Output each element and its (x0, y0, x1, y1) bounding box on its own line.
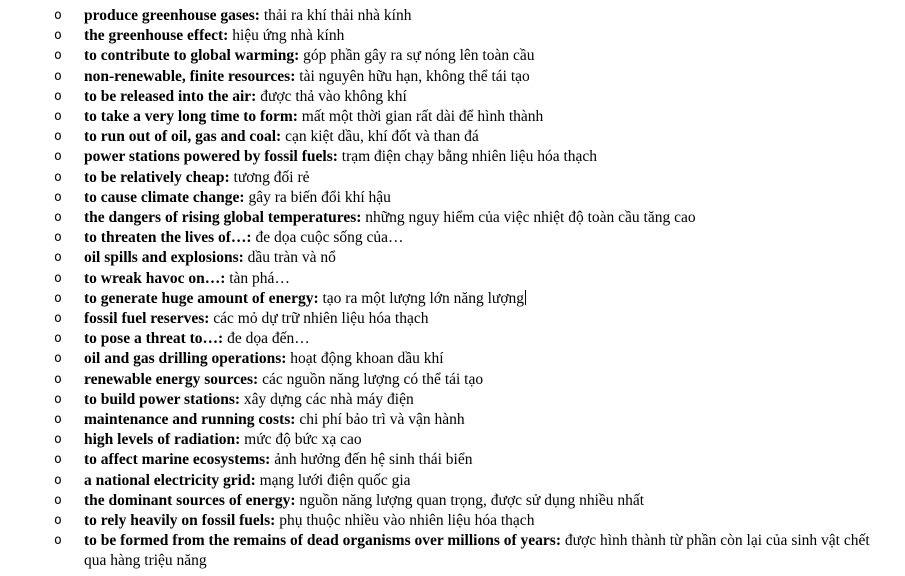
vocab-meaning: dầu tràn và nổ (247, 249, 336, 267)
list-item (0, 168, 905, 188)
vocab-term: renewable energy sources: (84, 370, 259, 388)
vocab-term: to threaten the lives of…: (84, 229, 252, 247)
bullet-icon: o (54, 210, 62, 226)
list-item (0, 289, 905, 309)
vocab-meaning: thải ra khí thải nhà kính (263, 7, 412, 24)
vocab-term: high levels of radiation: (84, 431, 241, 449)
list-item (0, 430, 905, 450)
vocab-term: to affect marine ecosystems: (84, 451, 271, 469)
vocab-term: to be released into the air: (84, 87, 257, 105)
vocab-meaning: mức độ bức xạ cao (244, 431, 362, 449)
list-item (0, 87, 905, 107)
list-item (0, 410, 905, 430)
vocab-meaning: các mỏ dự trữ nhiên liệu hóa thạch (213, 310, 429, 328)
vocab-meaning: góp phần gây ra sự nóng lên toàn cầu (303, 47, 535, 65)
vocab-meaning: các nguồn năng lượng có thể tái tạo (262, 370, 484, 388)
bullet-icon: o (54, 109, 62, 125)
bullet-icon: o (54, 492, 62, 508)
bullet-icon: o (54, 68, 62, 84)
vocab-meaning: đe dọa cuộc sống của… (255, 229, 404, 247)
bullet-icon: o (54, 533, 62, 549)
vocab-meaning: những nguy hiểm của việc nhiệt độ toàn cầu tăng cao (365, 209, 696, 227)
vocab-term: the dangers of rising global temperatures: (84, 209, 362, 227)
vocab-term: fossil fuel reserves: (84, 310, 210, 328)
vocab-term: the dominant sources of energy: (84, 491, 296, 509)
list-item (0, 370, 905, 390)
vocab-meaning: phụ thuộc nhiều vào nhiên liệu hóa thạch (279, 512, 535, 530)
vocab-term: to contribute to global warming: (84, 47, 300, 65)
bullet-icon: o (54, 290, 62, 306)
vocab-term: produce greenhouse gases: (84, 7, 260, 24)
list-item (0, 248, 905, 268)
vocab-term: to be relatively cheap: (84, 168, 230, 186)
vocab-meaning: tương đối rẻ (233, 168, 310, 186)
bullet-icon: o (54, 88, 62, 104)
vocab-meaning: tàn phá… (229, 269, 290, 287)
list-item (0, 471, 905, 491)
list-item (0, 269, 905, 289)
vocab-meaning: đe dọa đến… (227, 330, 310, 348)
vocabulary-list (0, 6, 905, 572)
bullet-icon: o (54, 8, 62, 23)
vocab-meaning: tạo ra một lượng lớn năng lượng (322, 289, 525, 307)
vocab-meaning: hiệu ứng nhà kính (232, 27, 345, 45)
vocab-term: oil spills and explosions: (84, 249, 244, 267)
list-item (0, 26, 905, 46)
document-page (0, 6, 905, 572)
vocab-term: to run out of oil, gas and coal: (84, 128, 282, 146)
vocab-term: power stations powered by fossil fuels: (84, 148, 338, 166)
list-item (0, 228, 905, 248)
vocab-meaning: được hình thành từ phần còn lại của sinh vật chết qua hàng triệu năng (84, 532, 870, 570)
bullet-icon: o (54, 412, 62, 428)
vocab-term: to wreak havoc on…: (84, 269, 226, 287)
vocab-term: oil and gas drilling operations: (84, 350, 287, 368)
vocab-meaning: hoạt động khoan dầu khí (290, 350, 444, 368)
list-item (0, 531, 905, 571)
bullet-icon: o (54, 452, 62, 468)
bullet-icon: o (54, 129, 62, 145)
vocab-meaning: xây dựng các nhà máy điện (243, 390, 414, 408)
vocab-meaning: gây ra biến đổi khí hậu (248, 188, 391, 206)
vocab-term: maintenance and running costs: (84, 411, 296, 429)
vocab-term: to cause climate change: (84, 188, 245, 206)
list-item (0, 491, 905, 511)
bullet-icon: o (54, 331, 62, 347)
vocab-meaning: được thả vào không khí (260, 87, 407, 105)
bullet-icon: o (54, 513, 62, 529)
bullet-icon: o (54, 250, 62, 266)
list-item (0, 329, 905, 349)
bullet-icon: o (54, 48, 62, 64)
list-item (0, 208, 905, 228)
vocab-term: a national electricity grid: (84, 471, 256, 489)
list-item (0, 107, 905, 127)
vocab-term: to build power stations: (84, 390, 241, 408)
list-item (0, 46, 905, 66)
list-item (0, 309, 905, 329)
bullet-icon: o (54, 371, 62, 387)
list-item (0, 390, 905, 410)
bullet-icon: o (54, 391, 62, 407)
vocab-term: non-renewable, finite resources: (84, 67, 296, 85)
vocab-term: to take a very long time to form: (84, 108, 298, 126)
list-item (0, 6, 905, 26)
bullet-icon: o (54, 270, 62, 286)
vocab-meaning: tài nguyên hữu hạn, không thể tái tạo (299, 67, 530, 85)
vocab-meaning: mất một thời gian rất dài để hình thành (301, 108, 544, 126)
list-item (0, 349, 905, 369)
vocab-term: the greenhouse effect: (84, 27, 229, 45)
vocab-meaning: trạm điện chạy bằng nhiên liệu hóa thạch (341, 148, 598, 166)
vocab-term: to generate huge amount of energy: (84, 289, 319, 307)
vocab-meaning: nguồn năng lượng quan trọng, được sử dụng nhiều nhất (299, 491, 645, 509)
vocab-term: to pose a threat to…: (84, 330, 224, 348)
vocab-term: to be formed from the remains of dead organisms over millions of years: (84, 532, 561, 550)
text-cursor (525, 290, 526, 305)
vocab-meaning: mạng lưới điện quốc gia (259, 471, 411, 489)
vocab-meaning: cạn kiệt dầu, khí đốt và than đá (285, 128, 479, 146)
bullet-icon: o (54, 169, 62, 185)
vocab-meaning: chi phí bảo trì và vận hành (299, 411, 465, 429)
bullet-icon: o (54, 28, 62, 44)
vocab-term: to rely heavily on fossil fuels: (84, 512, 276, 530)
bullet-icon: o (54, 149, 62, 165)
list-item (0, 67, 905, 87)
list-item (0, 450, 905, 470)
vocab-meaning: ảnh hưởng đến hệ sinh thái biển (274, 451, 473, 469)
list-item (0, 147, 905, 167)
bullet-icon: o (54, 311, 62, 327)
bullet-icon: o (54, 189, 62, 205)
bullet-icon: o (54, 230, 62, 246)
list-item (0, 511, 905, 531)
list-item (0, 127, 905, 147)
bullet-icon: o (54, 432, 62, 448)
bullet-icon: o (54, 351, 62, 367)
list-item (0, 188, 905, 208)
bullet-icon: o (54, 472, 62, 488)
